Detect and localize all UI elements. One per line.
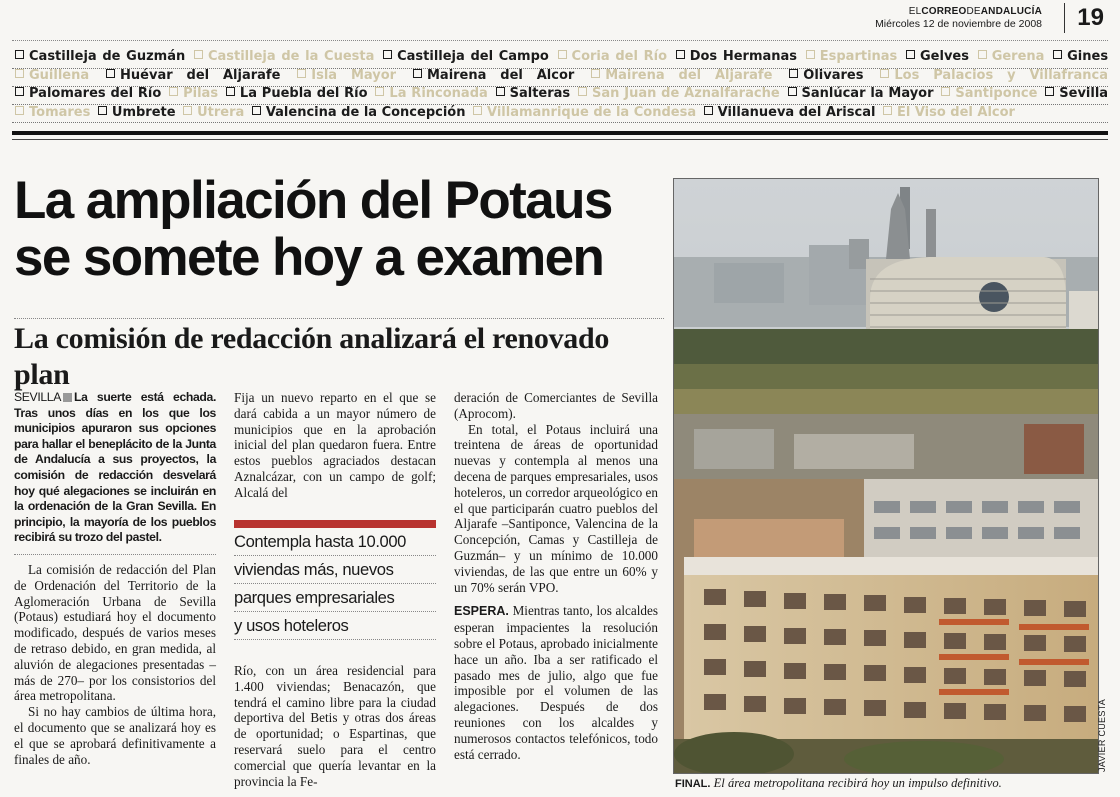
municipality-item: Los Palacios y Villafranca: [877, 68, 1108, 83]
caption-label: FINAL.: [675, 778, 711, 790]
subheadline: La comisión de redacción analizará el renovado plan: [14, 318, 664, 393]
header-divider: [12, 40, 1108, 41]
lead-divider: [14, 554, 216, 555]
photo-credit: [1097, 698, 1112, 772]
pull-quote-line: y usos hoteleros: [234, 612, 436, 640]
pull-quote: [234, 520, 436, 640]
municipality-item: Villanueva del Ariscal: [701, 105, 876, 120]
municipality-item: Castilleja de Guzmán: [12, 49, 185, 64]
pull-quote-line: parques empresariales: [234, 584, 436, 612]
strip-divider: [12, 122, 1108, 123]
section-rule-thin: [12, 139, 1108, 140]
city-photo: [673, 178, 1099, 774]
article-column-2-continued: [234, 663, 436, 789]
strip-divider: [12, 104, 1108, 105]
masthead: [875, 6, 1042, 30]
municipality-item: El Viso del Alcor: [880, 105, 1015, 120]
municipality-item: San Juan de Aznalfarache: [575, 86, 780, 101]
page-number: 19: [1064, 3, 1104, 33]
body-paragraph: deración de Comerciantes de Sevilla (Aprocom).: [454, 390, 658, 421]
dateline-city: SEVILLA: [14, 390, 62, 404]
body-text: Mientras tanto, los alcaldes esperan impacientes la resolución sobre el Potaus, aprobado inicialmente hace un año. Iba a ser ratificado el pasado mes de julio, algo que fue imposible por el volumen de las alegaciones. Después de dos reuniones con los alcaldes y numerosos contactos telefónicos, todo está cerrado.: [454, 603, 658, 762]
pull-quote-line: Contempla hasta 10.000: [234, 528, 436, 556]
body-paragraph: [454, 603, 658, 762]
municipality-item: Villamanrique de la Condesa: [470, 105, 696, 120]
municipality-item: Coria del Río: [555, 49, 667, 64]
article-column-3: [454, 390, 658, 762]
municipality-item: Sevilla: [1042, 86, 1108, 101]
municipality-item: La Rinconada: [372, 86, 487, 101]
photo-credit-text: JAVIER CUESTA: [1097, 698, 1107, 772]
body-paragraph: Si no hay cambios de última hora, el documento que se analizará hoy es el que se aprobará definitivamente a finales de año.: [14, 704, 216, 767]
article-column-2: [234, 390, 436, 501]
municipality-item: Gelves: [903, 49, 969, 64]
municipality-item: Guillena: [12, 68, 89, 83]
municipality-item: Valencina de la Concepción: [249, 105, 466, 120]
headline-line: se somete hoy a examen: [14, 228, 604, 287]
municipality-item: Mairena del Alcor: [410, 68, 574, 83]
municipality-item: Gines: [1050, 49, 1108, 64]
municipality-item: La Puebla del Río: [223, 86, 368, 101]
headline: [14, 172, 664, 286]
lead-paragraph: [14, 390, 216, 546]
caption-text: El área metropolitana recibirá hoy un impulso definitivo.: [710, 776, 1002, 790]
body-paragraph: La comisión de redacción del Plan de Ordenación del Territorio de la Aglomeración Urbana de Sevilla (Potaus) estudiará hoy el documento modificado, después de varios meses de retraso debido, en gran medida, al aluvión de alegaciones presentadas –más de 270– por los consistorios del área metropolitana.: [14, 561, 216, 704]
municipality-item: Mairena del Aljarafe: [588, 68, 772, 83]
municipality-item: Huévar del Aljarafe: [103, 68, 280, 83]
municipality-item: Salteras: [493, 86, 571, 101]
lead-text: La suerte está echada. Tras unos días en los que los municipios apuraron sus opciones para hallar el beneplácito de la Junta de Andalucía a sus proyectos, la comisión de redacción desvelará hoy qué alegaciones se incluirán en la ordenación de la Gran Sevilla. En principio, la mayoría de los pueblos recibirá su trozo del pastel.: [14, 390, 216, 545]
municipality-item: Gerena: [975, 49, 1045, 64]
municipality-item: Santiponce: [938, 86, 1037, 101]
article-column-1: [14, 390, 216, 767]
municipality-item: Castilleja de la Cuesta: [191, 49, 374, 64]
issue-date: Miércoles 12 de noviembre de 2008: [875, 18, 1042, 30]
strip-divider: [12, 86, 1108, 87]
city-skyline-image: [674, 179, 1098, 773]
municipality-item: Dos Hermanas: [673, 49, 797, 64]
municipality-item: Castilleja del Campo: [380, 49, 549, 64]
municipality-item: Palomares del Río: [12, 86, 161, 101]
strip-divider: [12, 68, 1108, 69]
body-paragraph: Río, con un área residencial para 1.400 viviendas; Benacazón, que tendrá el camino libre para la ciudad deportiva del Betis y otras dos áreas de oportunidad; o Espartinas, que reservará suelo para el centro comercial que quería levantar en la provincia la Fe-: [234, 663, 436, 789]
headline-line: La ampliación del Potaus: [14, 171, 612, 230]
municipality-item: Espartinas: [803, 49, 898, 64]
municipality-item: Umbrete: [95, 105, 176, 120]
municipality-item: Sanlúcar la Mayor: [785, 86, 934, 101]
municipality-item: Pilas: [166, 86, 218, 101]
pull-quote-bar: [234, 520, 436, 528]
photo-caption: [675, 776, 1105, 791]
dateline-square-icon: [63, 393, 72, 402]
body-paragraph: En total, el Potaus incluirá una treintena de áreas de oportunidad nuevas y contempla al menos una decena de parques empresariales, usos hoteleros, un corredor arqueológico en el que participarán cuatro pueblos del Aljarafe –Santiponce, Valencina de la Concepción, Camas y Castilleja de Guzmán– y un mínimo de 10.000 viviendas, de las que entre un 60% y un 70% serán VPO.: [454, 421, 658, 595]
municipality-item: Utrera: [180, 105, 244, 120]
municipalities-strip: [12, 48, 1108, 122]
municipality-item: Tomares: [12, 105, 90, 120]
section-rule: [12, 131, 1108, 135]
pull-quote-line: viviendas más, nuevos: [234, 556, 436, 584]
municipality-item: Isla Mayor: [294, 68, 396, 83]
body-paragraph: Fija un nuevo reparto en el que se dará cabida a un mayor número de municipios que en la aprobación inicial del plan quedaron fuera. Entre estos pueblos agraciados destacan Aznalcázar, con un campo de golf; Alcalá del: [234, 390, 436, 500]
section-kicker: ESPERA.: [454, 604, 509, 619]
municipality-item: Olivares: [786, 68, 863, 83]
newspaper-brand: ELCORREODEANDALUCÍA: [908, 6, 1042, 17]
